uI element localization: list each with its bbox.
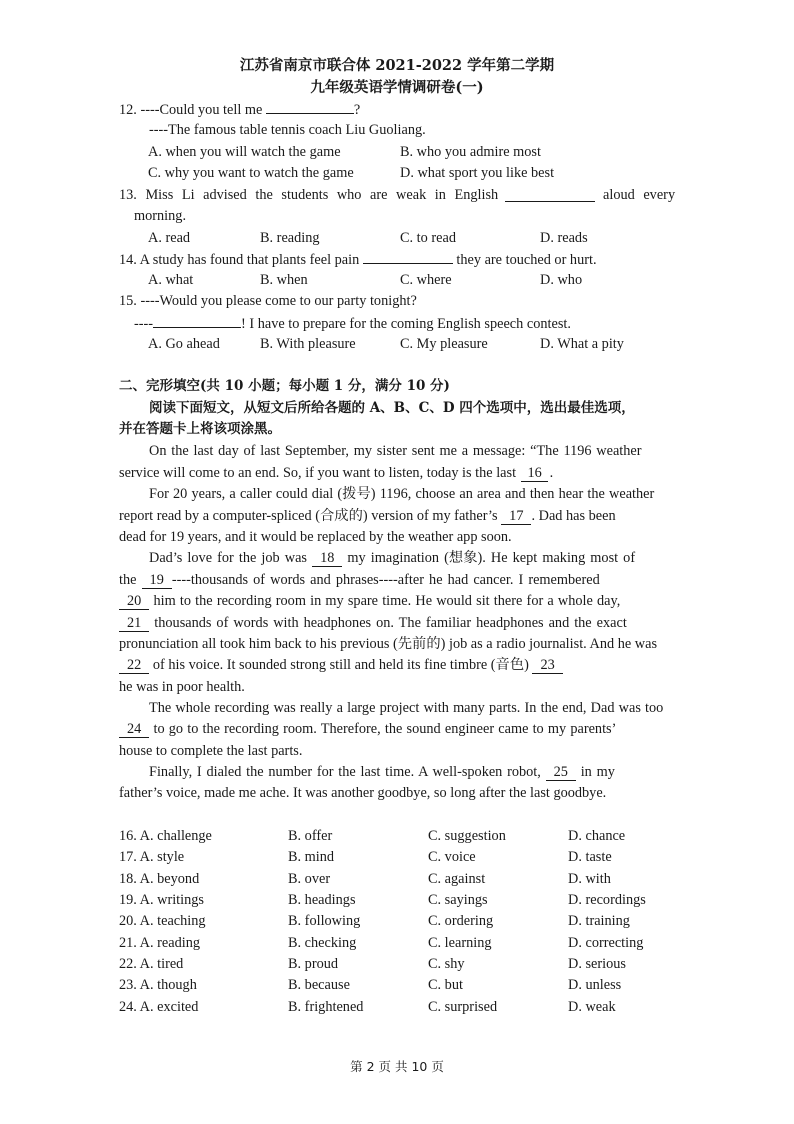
passage-line: father’s voice, made me ache. It was another goodbye, so long after the last goodbye. bbox=[119, 785, 607, 801]
passage-line: house to complete the last parts. bbox=[119, 743, 303, 759]
blank-21: 21 bbox=[119, 615, 149, 632]
passage-line: he was in poor health. bbox=[119, 679, 245, 695]
passage-line bbox=[119, 720, 616, 738]
q14-option-c: C. where bbox=[400, 272, 452, 288]
question-13 bbox=[119, 186, 676, 204]
option-c: C. surprised bbox=[428, 999, 498, 1015]
q14-option-b: B. when bbox=[260, 272, 308, 288]
passage-line: For 20 years, a caller could dial (拨号) 1196, choose an area and then hear the weather bbox=[149, 486, 655, 502]
passage-text: my imagination (想象). He kept making most of bbox=[342, 550, 636, 566]
question-14 bbox=[119, 250, 597, 269]
option-d: D. chance bbox=[568, 828, 626, 844]
blank-16 bbox=[520, 464, 550, 481]
passage-text: in my bbox=[575, 764, 615, 780]
option-a: 23. A. though bbox=[119, 977, 197, 993]
answer-blank bbox=[505, 188, 595, 202]
q14-prefix: 14. A study has found that plants feel pain bbox=[119, 252, 363, 268]
passage-line: dead for 19 years, and it would be replaced by the weather app soon. bbox=[119, 529, 512, 545]
passage-line: On the last day of last September, my sister sent me a message: “The 1196 weather bbox=[149, 443, 642, 459]
option-a: 17. A. style bbox=[119, 849, 185, 865]
passage-text: him to the recording room in my spare time. He would sit there for a whole day, bbox=[149, 593, 621, 609]
option-c: C. voice bbox=[428, 849, 476, 865]
passage-line bbox=[119, 464, 553, 482]
question-12 bbox=[119, 100, 360, 119]
option-d: D. training bbox=[568, 913, 630, 929]
blank-number: 16 bbox=[521, 465, 547, 482]
blank-24: 24 bbox=[119, 721, 149, 738]
option-b: B. headings bbox=[288, 892, 356, 908]
option-a: 18. A. beyond bbox=[119, 871, 200, 887]
option-a: 22. A. tired bbox=[119, 956, 184, 972]
passage-text: . bbox=[549, 465, 554, 481]
q13-option-c: C. to read bbox=[400, 230, 456, 246]
passage-text: service will come to an end. So, if you want to listen, today is the last bbox=[119, 465, 520, 481]
option-c: C. suggestion bbox=[428, 828, 506, 844]
option-b: B. over bbox=[288, 871, 331, 887]
q13-suffix: aloud every bbox=[603, 187, 676, 203]
passage-line bbox=[149, 763, 615, 781]
option-c: C. ordering bbox=[428, 913, 494, 929]
passage-text: thousands of words with headphones on. The familiar headphones and the exact bbox=[149, 615, 627, 631]
passage-line: The whole recording was really a large project with many parts. In the end, Dad was too bbox=[149, 700, 664, 716]
option-a: 16. A. challenge bbox=[119, 828, 212, 844]
passage-text: report read by a computer-spliced (合成的) version of my father’s bbox=[119, 508, 502, 524]
option-c: C. but bbox=[428, 977, 463, 993]
option-b: B. offer bbox=[288, 828, 333, 844]
passage-text: to go to the recording room. Therefore, the sound engineer came to my parents’ bbox=[149, 721, 617, 737]
q12-option-a: A. when you will watch the game bbox=[148, 144, 341, 160]
option-a: 20. A. teaching bbox=[119, 913, 206, 929]
exam-subtitle: 九年级英语学情调研卷(一) bbox=[310, 79, 484, 96]
option-d: D. serious bbox=[568, 956, 626, 972]
q12-response: ----The famous table tennis coach Liu Guoliang. bbox=[149, 122, 426, 138]
blank-22: 22 bbox=[119, 657, 149, 674]
passage-text: . Dad has been bbox=[531, 508, 616, 524]
option-d: D. correcting bbox=[568, 935, 644, 951]
option-b: B. checking bbox=[288, 935, 357, 951]
passage-text: Finally, I dialed the number for the last time. A well-spoken robot, bbox=[149, 764, 546, 780]
option-b: B. mind bbox=[288, 849, 335, 865]
section-heading: 二、完形填空(共 10 小题；每小题 1 分，满分 10 分) bbox=[119, 378, 450, 394]
q12-prefix: 12. ----Could you tell me bbox=[119, 102, 266, 118]
option-d: D. taste bbox=[568, 849, 612, 865]
q15-response bbox=[134, 314, 571, 333]
q15-option-a: A. Go ahead bbox=[148, 336, 220, 352]
option-d: D. unless bbox=[568, 977, 622, 993]
q14-option-d: D. who bbox=[540, 272, 583, 288]
q14-suffix: they are touched or hurt. bbox=[452, 252, 597, 268]
answer-blank bbox=[363, 250, 453, 264]
section-instructions-1: 阅读下面短文，从短文后所给各题的 A、B、C、D 四个选项中，选出最佳选项， bbox=[149, 400, 635, 416]
passage-text: ----thousands of words and phrases----after he had cancer. I remembered bbox=[171, 572, 600, 588]
blank-19: 19 bbox=[142, 572, 172, 589]
option-c: C. shy bbox=[428, 956, 465, 972]
option-b: B. proud bbox=[288, 956, 339, 972]
passage-line bbox=[119, 592, 620, 610]
option-a: 19. A. writings bbox=[119, 892, 204, 908]
exam-title: 江苏省南京市联合体 2021-2022 学年第二学期 bbox=[239, 57, 555, 74]
q15-option-c: C. My pleasure bbox=[400, 336, 488, 352]
q14-option-a: A. what bbox=[148, 272, 194, 288]
passage-line bbox=[119, 571, 600, 589]
option-c: C. learning bbox=[428, 935, 492, 951]
q12-option-d: D. what sport you like best bbox=[400, 165, 555, 181]
q12-suffix: ? bbox=[353, 102, 361, 118]
option-a: 21. A. reading bbox=[119, 935, 200, 951]
q12-option-b: B. who you admire most bbox=[400, 144, 541, 160]
section-instructions-2: 并在答题卡上将该项涂黑。 bbox=[119, 421, 281, 437]
question-15: 15. ----Would you please come to our party tonight? bbox=[119, 293, 417, 309]
passage-line bbox=[119, 656, 563, 674]
option-c: C. sayings bbox=[428, 892, 488, 908]
option-d: D. with bbox=[568, 871, 611, 887]
blank-17: 17 bbox=[501, 508, 531, 525]
passage-line bbox=[119, 507, 616, 525]
q15-option-b: B. With pleasure bbox=[260, 336, 356, 352]
answer-blank bbox=[153, 314, 241, 328]
option-b: B. following bbox=[288, 913, 361, 929]
option-d: D. weak bbox=[568, 999, 616, 1015]
q12-option-c: C. why you want to watch the game bbox=[148, 165, 354, 181]
passage-line bbox=[149, 549, 635, 567]
q13-option-b: B. reading bbox=[260, 230, 320, 246]
passage-line: pronunciation all took him back to his previous (先前的) job as a radio journalist. And he was bbox=[119, 636, 658, 652]
blank-25: 25 bbox=[546, 764, 576, 781]
q13-option-a: A. read bbox=[148, 230, 191, 246]
blank-18: 18 bbox=[312, 550, 342, 567]
option-b: B. because bbox=[288, 977, 350, 993]
passage-line bbox=[119, 614, 627, 632]
blank-20: 20 bbox=[119, 593, 149, 610]
blank-23: 23 bbox=[532, 657, 562, 674]
q13-option-d: D. reads bbox=[540, 230, 588, 246]
option-d: D. recordings bbox=[568, 892, 646, 908]
page-number: 第 2 页 共 10 页 bbox=[350, 1059, 444, 1074]
q13-continuation: morning. bbox=[134, 208, 187, 224]
option-a: 24. A. excited bbox=[119, 999, 199, 1015]
q15-suffix: ! I have to prepare for the coming English speech contest. bbox=[241, 316, 571, 332]
option-c: C. against bbox=[428, 871, 486, 887]
passage-text: of his voice. It sounded strong still and held its fine timbre (音色) bbox=[149, 657, 533, 673]
option-b: B. frightened bbox=[288, 999, 364, 1015]
passage-text: Dad’s love for the job was bbox=[149, 550, 313, 566]
answer-blank bbox=[266, 100, 354, 114]
q15-prefix: ---- bbox=[134, 316, 154, 332]
q13-prefix: 13. Miss Li advised the students who are weak in English bbox=[119, 187, 499, 203]
passage-text: the bbox=[119, 572, 142, 588]
q15-option-d: D. What a pity bbox=[540, 336, 624, 352]
